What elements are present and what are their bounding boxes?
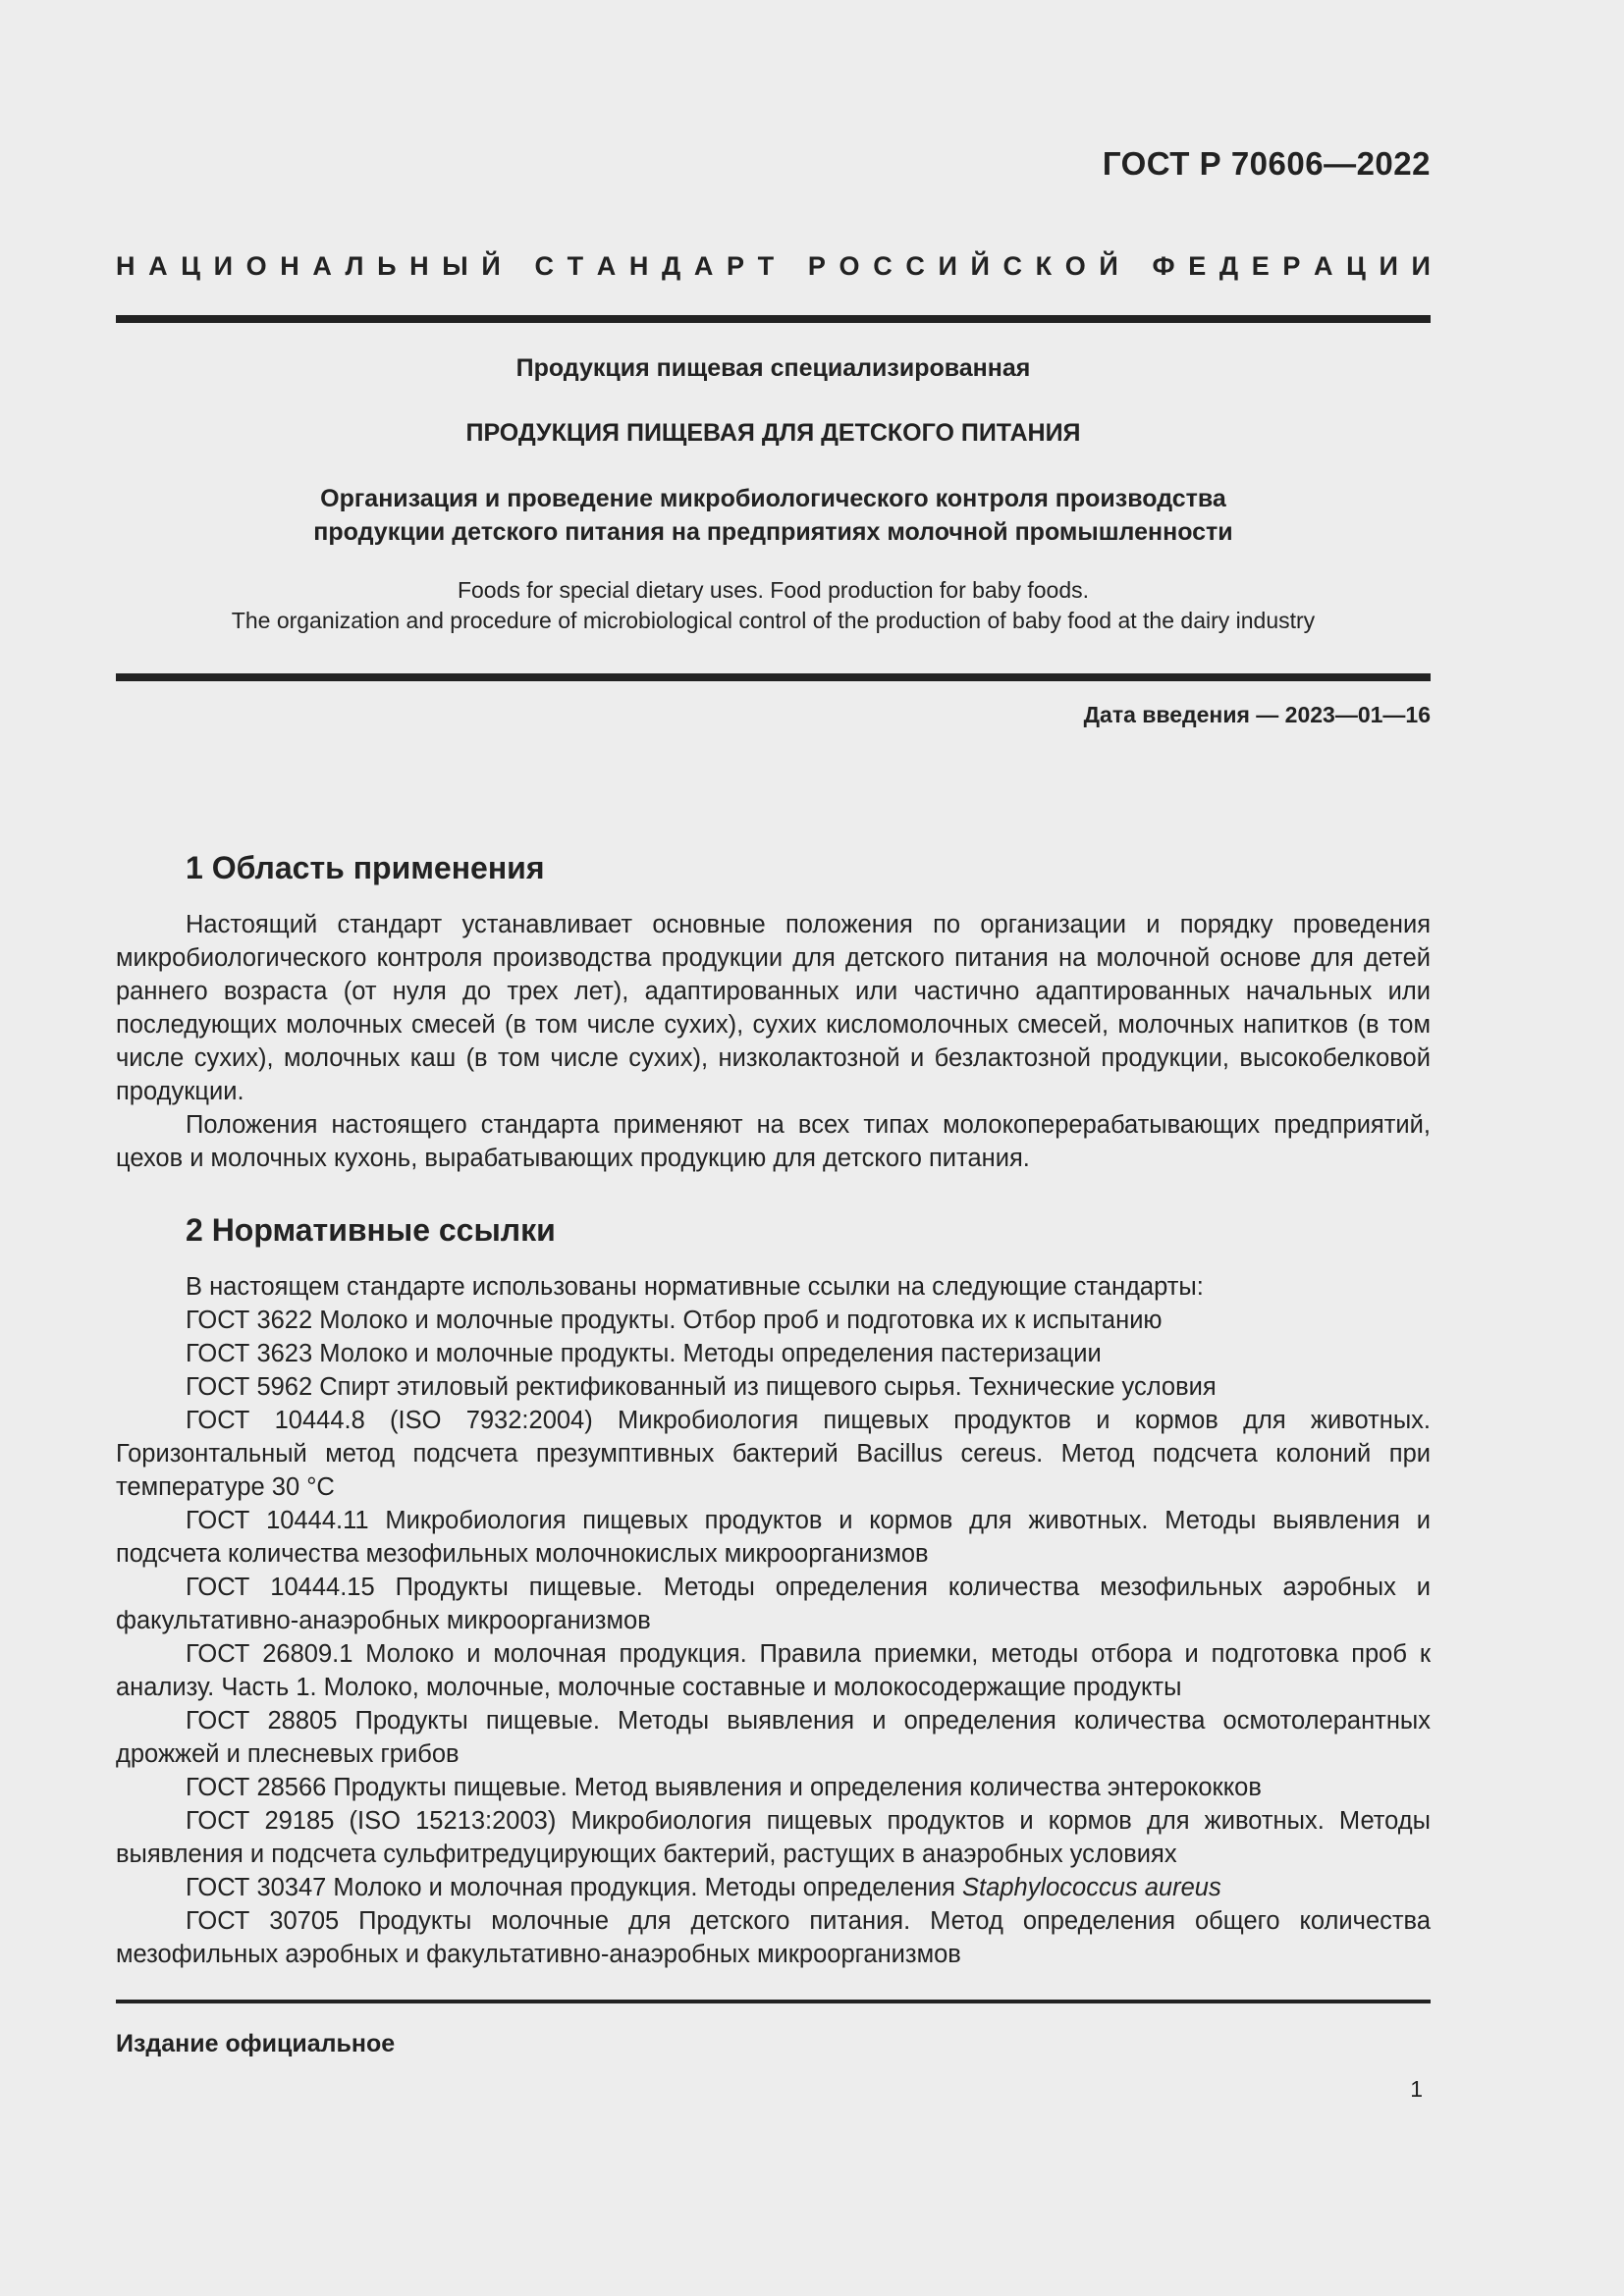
reference-item: ГОСТ 28805 Продукты пищевые. Методы выявления и определения количества осмотолерантных дрожжей и плесневых грибов <box>116 1707 1431 1768</box>
national-header-letter: О <box>839 251 860 281</box>
national-header-letter: Д <box>1218 251 1239 281</box>
section-2-body <box>116 1270 1431 1971</box>
reference-item: ГОСТ 3622 Молоко и молочные продукты. Отбор проб и подготовка их к испытанию <box>186 1307 1163 1334</box>
national-header-letter: С <box>873 251 893 281</box>
national-header-letter <box>1131 251 1139 282</box>
national-header-letter: Й <box>1099 251 1118 281</box>
national-header-letter: Т <box>757 251 775 281</box>
reference-item: ГОСТ 3623 Молоко и молочные продукты. Методы определения пастеризации <box>186 1340 1102 1367</box>
section-1-paragraph: Положения настоящего стандарта применяют на всех типах молокоперерабатывающих предприятий, цехов и молочных кухонь, вырабатывающих продукцию для детского питания. <box>116 1111 1431 1172</box>
header-rule <box>116 315 1431 323</box>
title-subtitle <box>116 482 1431 549</box>
national-header-letter: Р <box>727 251 745 281</box>
national-standard-header <box>116 251 1431 282</box>
national-header-letter: Е <box>1251 251 1270 281</box>
national-header-letter: Н <box>409 251 429 281</box>
section-1-paragraph: Настоящий стандарт устанавливает основные положения по организации и порядку проведения микробиологического контроля производства продукции для детского питания на молочной основе для детей раннего возраста (от нуля до трех лет), адаптированных или частично адаптированных начальных или последующих молочных смесей (в том числе сухих), сухих кисломолочных смесей, молочных напитков (в том числе сухих), молочных каш (в том числе сухих), низколактозной и безлактозной продукции, высокобелковой продукции. <box>116 911 1431 1105</box>
reference-item: ГОСТ 10444.11 Микробиология пищевых продуктов и кормов для животных. Методы выявления и подсчета количества мезофильных молочнокислых микроорганизмов <box>116 1507 1431 1568</box>
section-2-heading: 2 Нормативные ссылки <box>186 1212 556 1248</box>
national-header-letter: С <box>905 251 925 281</box>
national-header-letter: А <box>148 251 168 281</box>
national-header-letter: О <box>245 251 267 281</box>
document-code: ГОСТ Р 70606—2022 <box>1102 145 1431 182</box>
national-header-letter: А <box>312 251 332 281</box>
national-header-letter: И <box>1411 251 1431 281</box>
title-category: Продукция пищевая специализированная <box>515 354 1031 382</box>
title-rule <box>116 673 1431 681</box>
national-header-letter <box>514 251 521 282</box>
national-header-letter <box>787 251 795 282</box>
reference-item: ГОСТ 10444.15 Продукты пищевые. Методы определения количества мезофильных аэробных и факультативно-анаэробных микроорганизмов <box>116 1574 1431 1634</box>
title-main: ПРОДУКЦИЯ ПИЩЕВАЯ ДЛЯ ДЕТСКОГО ПИТАНИЯ <box>465 419 1081 447</box>
reference-item: ГОСТ 30705 Продукты молочные для детского питания. Метод определения общего количества мезофильных аэробных и факультативно-анаэробных микроорганизмов <box>116 1907 1431 1968</box>
introduction-date: Дата введения — 2023—01—16 <box>1083 702 1431 727</box>
title-subtitle-line-2: продукции детского питания на предприятиях молочной промышленности <box>313 518 1233 546</box>
reference-item <box>116 1871 1431 1904</box>
national-header-letter: Р <box>1282 251 1301 281</box>
reference-item: ГОСТ 28566 Продукты пищевые. Метод выявления и определения количества энтерококков <box>186 1774 1262 1801</box>
title-english-line-2: The organization and procedure of microbiological control of the production of baby food at the dairy industry <box>231 608 1316 633</box>
national-header-letter: Р <box>807 251 826 281</box>
reference-item: ГОСТ 10444.8 (ISO 7932:2004) Микробиология пищевых продуктов и кормов для животных. Горизонтальный метод подсчета презумптивных бактерий Bacillus cereus. Метод подсчета колоний при температуре 30 °С <box>116 1407 1431 1501</box>
title-english <box>116 575 1431 636</box>
section-1-heading: 1 Область применения <box>186 850 545 885</box>
title-subtitle-line-1: Организация и проведение микробиологического контроля производства <box>320 485 1226 512</box>
national-header-letter: А <box>596 251 617 281</box>
reference-item: ГОСТ 29185 (ISO 15213:2003) Микробиология пищевых продуктов и кормов для животных. Методы выявления и подсчета сульфитредуцирующих бактерий, растущих в анаэробных условиях <box>116 1807 1431 1868</box>
national-header-letter: С <box>1002 251 1022 281</box>
national-header-letter: И <box>1379 251 1398 281</box>
section-2-intro: В настоящем стандарте использованы нормативные ссылки на следующие стандарты: <box>186 1273 1204 1301</box>
national-header-letter: Е <box>1188 251 1207 281</box>
national-header-letter: А <box>1314 251 1333 281</box>
edition-label: Издание официальное <box>116 2030 396 2057</box>
national-header-letter: Ы <box>442 251 468 281</box>
page-number: 1 <box>1410 2076 1423 2102</box>
national-header-letter: К <box>1035 251 1053 281</box>
reference-item: ГОСТ 5962 Спирт этиловый ректификованный из пищевого сырья. Технические условия <box>186 1373 1217 1401</box>
national-header-letter: Ф <box>1152 251 1175 281</box>
national-header-letter: Д <box>662 251 681 281</box>
national-header-letter: О <box>1064 251 1086 281</box>
national-header-letter: Ц <box>181 251 200 281</box>
national-header-letter: Ц <box>1346 251 1366 281</box>
national-header-letter: И <box>938 251 957 281</box>
section-1-body <box>116 908 1431 1175</box>
national-header-letter: С <box>534 251 554 281</box>
national-header-letter: Н <box>280 251 299 281</box>
footer-rule <box>116 2000 1431 2003</box>
title-english-line-1: Foods for special dietary uses. Food production for baby foods. <box>457 577 1090 603</box>
national-header-letter: Й <box>481 251 501 281</box>
national-header-letter: Л <box>345 251 364 281</box>
reference-item: ГОСТ 26809.1 Молоко и молочная продукция. Правила приемки, методы отбора и подготовка проб к анализу. Часть 1. Молоко, молочные, молочные составные и молокосодержащие продукты <box>116 1640 1431 1701</box>
national-header-letter: А <box>693 251 714 281</box>
national-header-letter: Й <box>970 251 990 281</box>
national-header-letter: Н <box>116 251 135 281</box>
reference-item-text: ГОСТ 30347 Молоко и молочная продукция. Методы определения <box>186 1874 963 1901</box>
reference-item-species: Staphylococcus aureus <box>962 1874 1221 1901</box>
national-header-letter: И <box>213 251 234 281</box>
national-header-letter: Н <box>628 251 649 281</box>
national-header-letter: Т <box>567 251 584 281</box>
national-header-letter: Ь <box>377 251 397 281</box>
